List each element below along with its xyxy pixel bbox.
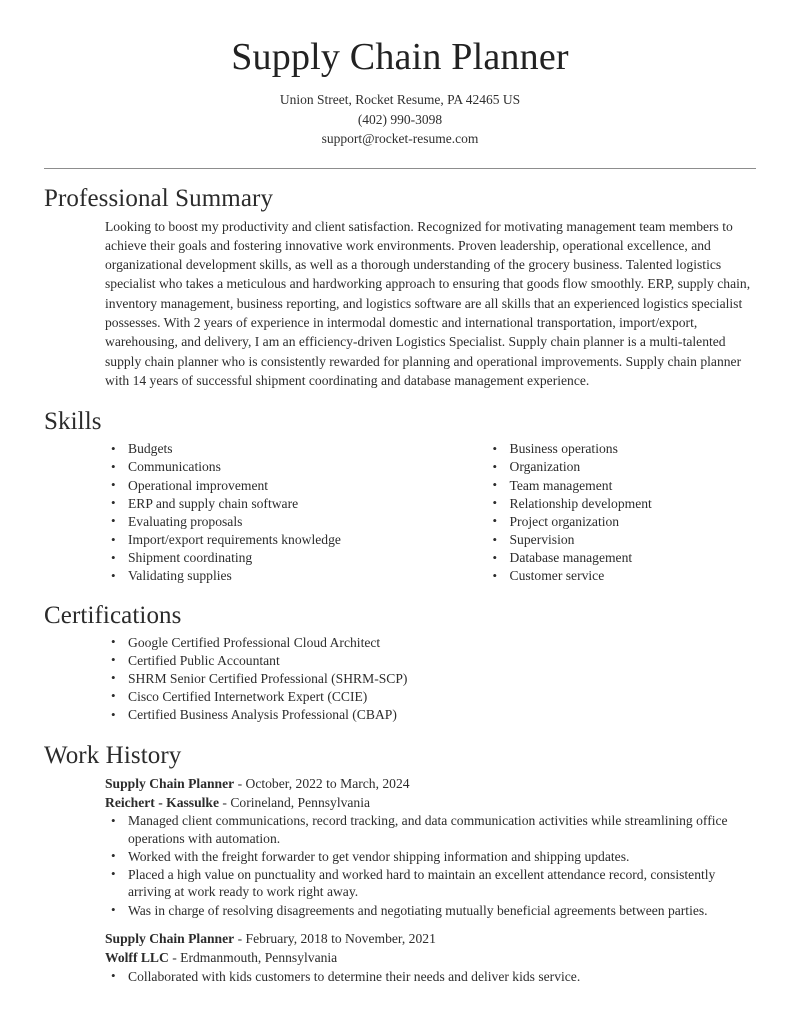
header-divider bbox=[44, 168, 756, 169]
list-item: • Communications bbox=[105, 458, 431, 476]
section-professional-summary bbox=[44, 183, 756, 391]
list-item: • ERP and supply chain software bbox=[105, 495, 431, 513]
contact-email: support@rocket-resume.com bbox=[321, 131, 479, 146]
work-history-entry bbox=[105, 929, 756, 985]
list-item: • Business operations bbox=[487, 440, 757, 458]
contact-address: Union Street, Rocket Resume, PA 42465 US bbox=[279, 92, 521, 107]
list-item: • Placed a high value on punctuality and worked hard to maintain an excellent attendance record, consistently arriving at work ready to work right away. bbox=[105, 866, 738, 901]
contact-phone: (402) 990-3098 bbox=[357, 111, 443, 127]
work-history-entry bbox=[105, 774, 756, 919]
section-heading-professional-summary: Professional Summary bbox=[44, 184, 274, 212]
list-item: • Operational improvement bbox=[105, 477, 431, 495]
list-item: • Team management bbox=[487, 477, 757, 495]
skills-list-left bbox=[105, 440, 431, 585]
list-item: • Import/export requirements knowledge bbox=[105, 531, 431, 549]
list-item: • Shipment coordinating bbox=[105, 549, 431, 567]
list-item: • Customer service bbox=[487, 567, 757, 585]
list-item: • Supervision bbox=[487, 531, 757, 549]
contact-info bbox=[44, 90, 756, 149]
list-item: • Collaborated with kids customers to determine their needs and deliver kids service. bbox=[105, 968, 738, 986]
professional-summary-body bbox=[44, 217, 756, 391]
certifications-body bbox=[44, 634, 756, 724]
list-item: • Organization bbox=[487, 458, 757, 476]
job-location: - Erdmanmouth, Pennsylvania bbox=[168, 950, 338, 966]
job-bullets-list bbox=[105, 812, 756, 919]
section-heading-work-history: Work History bbox=[44, 741, 182, 769]
job-location: - Corineland, Pennsylvania bbox=[219, 794, 371, 810]
page-title: Supply Chain Planner bbox=[231, 36, 569, 78]
list-item: • Relationship development bbox=[487, 495, 757, 513]
skills-body bbox=[44, 440, 756, 586]
list-item: • Cisco Certified Internetwork Expert (CCIE) bbox=[105, 688, 756, 706]
job-title-line bbox=[105, 929, 756, 948]
section-heading-skills: Skills bbox=[44, 408, 102, 436]
section-skills bbox=[44, 406, 756, 586]
list-item: • Project organization bbox=[487, 513, 757, 531]
certifications-list bbox=[105, 634, 756, 724]
list-item: • Validating supplies bbox=[105, 567, 431, 585]
list-item: • Certified Public Accountant bbox=[105, 652, 756, 670]
list-item: • Google Certified Professional Cloud Architect bbox=[105, 634, 756, 652]
list-item: • Budgets bbox=[105, 440, 431, 458]
job-dates: - February, 2018 to November, 2021 bbox=[234, 931, 436, 947]
job-company: Wolff LLC bbox=[105, 950, 169, 966]
job-bullets-list bbox=[105, 968, 756, 986]
section-certifications bbox=[44, 600, 756, 724]
skills-columns bbox=[105, 440, 756, 586]
list-item: • Managed client communications, record tracking, and data communication activities while streamlining office operations with automation. bbox=[105, 812, 738, 847]
job-title-line bbox=[105, 774, 756, 793]
list-item: • Database management bbox=[487, 549, 757, 567]
skills-column-left bbox=[105, 440, 431, 586]
job-dates: - October, 2022 to March, 2024 bbox=[234, 775, 410, 791]
list-item: • Certified Business Analysis Professional (CBAP) bbox=[105, 706, 756, 724]
section-heading-certifications: Certifications bbox=[44, 601, 182, 629]
section-work-history bbox=[44, 740, 756, 985]
job-company: Reichert - Kassulke bbox=[105, 794, 220, 810]
list-item: • Evaluating proposals bbox=[105, 513, 431, 531]
list-item: • Was in charge of resolving disagreements and negotiating mutually beneficial agreements between parties. bbox=[105, 902, 738, 920]
resume-header bbox=[44, 0, 756, 149]
list-item: • SHRM Senior Certified Professional (SHRM-SCP) bbox=[105, 670, 756, 688]
list-item: • Worked with the freight forwarder to get vendor shipping information and shipping updates. bbox=[105, 848, 738, 866]
professional-summary-text: Looking to boost my productivity and client satisfaction. Recognized for motivating management team members to achieve their goals and fostering innovative work environments. Proven leadership, operational excellence, and organizational development skills, as well as a thorough understanding of the grocery business. Talented logistics specialist who takes a meticulous and hardworking approach to ensuring that goods flow smoothly. ERP, supply chain, inventory management, business reporting, and logistics software are all skills that an experienced logistics specialist possesses. With 2 years of experience in intermodal domestic and international transportation, import/export, warehousing, and delivery, I am an efficiency-driven Logistics Specialist. Supply chain planner is a multi-talented supply chain planner who is consistently rewarded for planning and operational improvements. Supply chain planner with 14 years of successful shipment coordinating and database management experience. bbox=[105, 218, 751, 388]
job-role: Supply Chain Planner bbox=[105, 775, 235, 791]
skills-list-right bbox=[487, 440, 757, 585]
job-company-line bbox=[105, 793, 756, 812]
skills-column-right bbox=[431, 440, 757, 586]
work-history-body bbox=[44, 774, 756, 985]
job-role: Supply Chain Planner bbox=[105, 931, 235, 947]
job-company-line bbox=[105, 948, 756, 967]
